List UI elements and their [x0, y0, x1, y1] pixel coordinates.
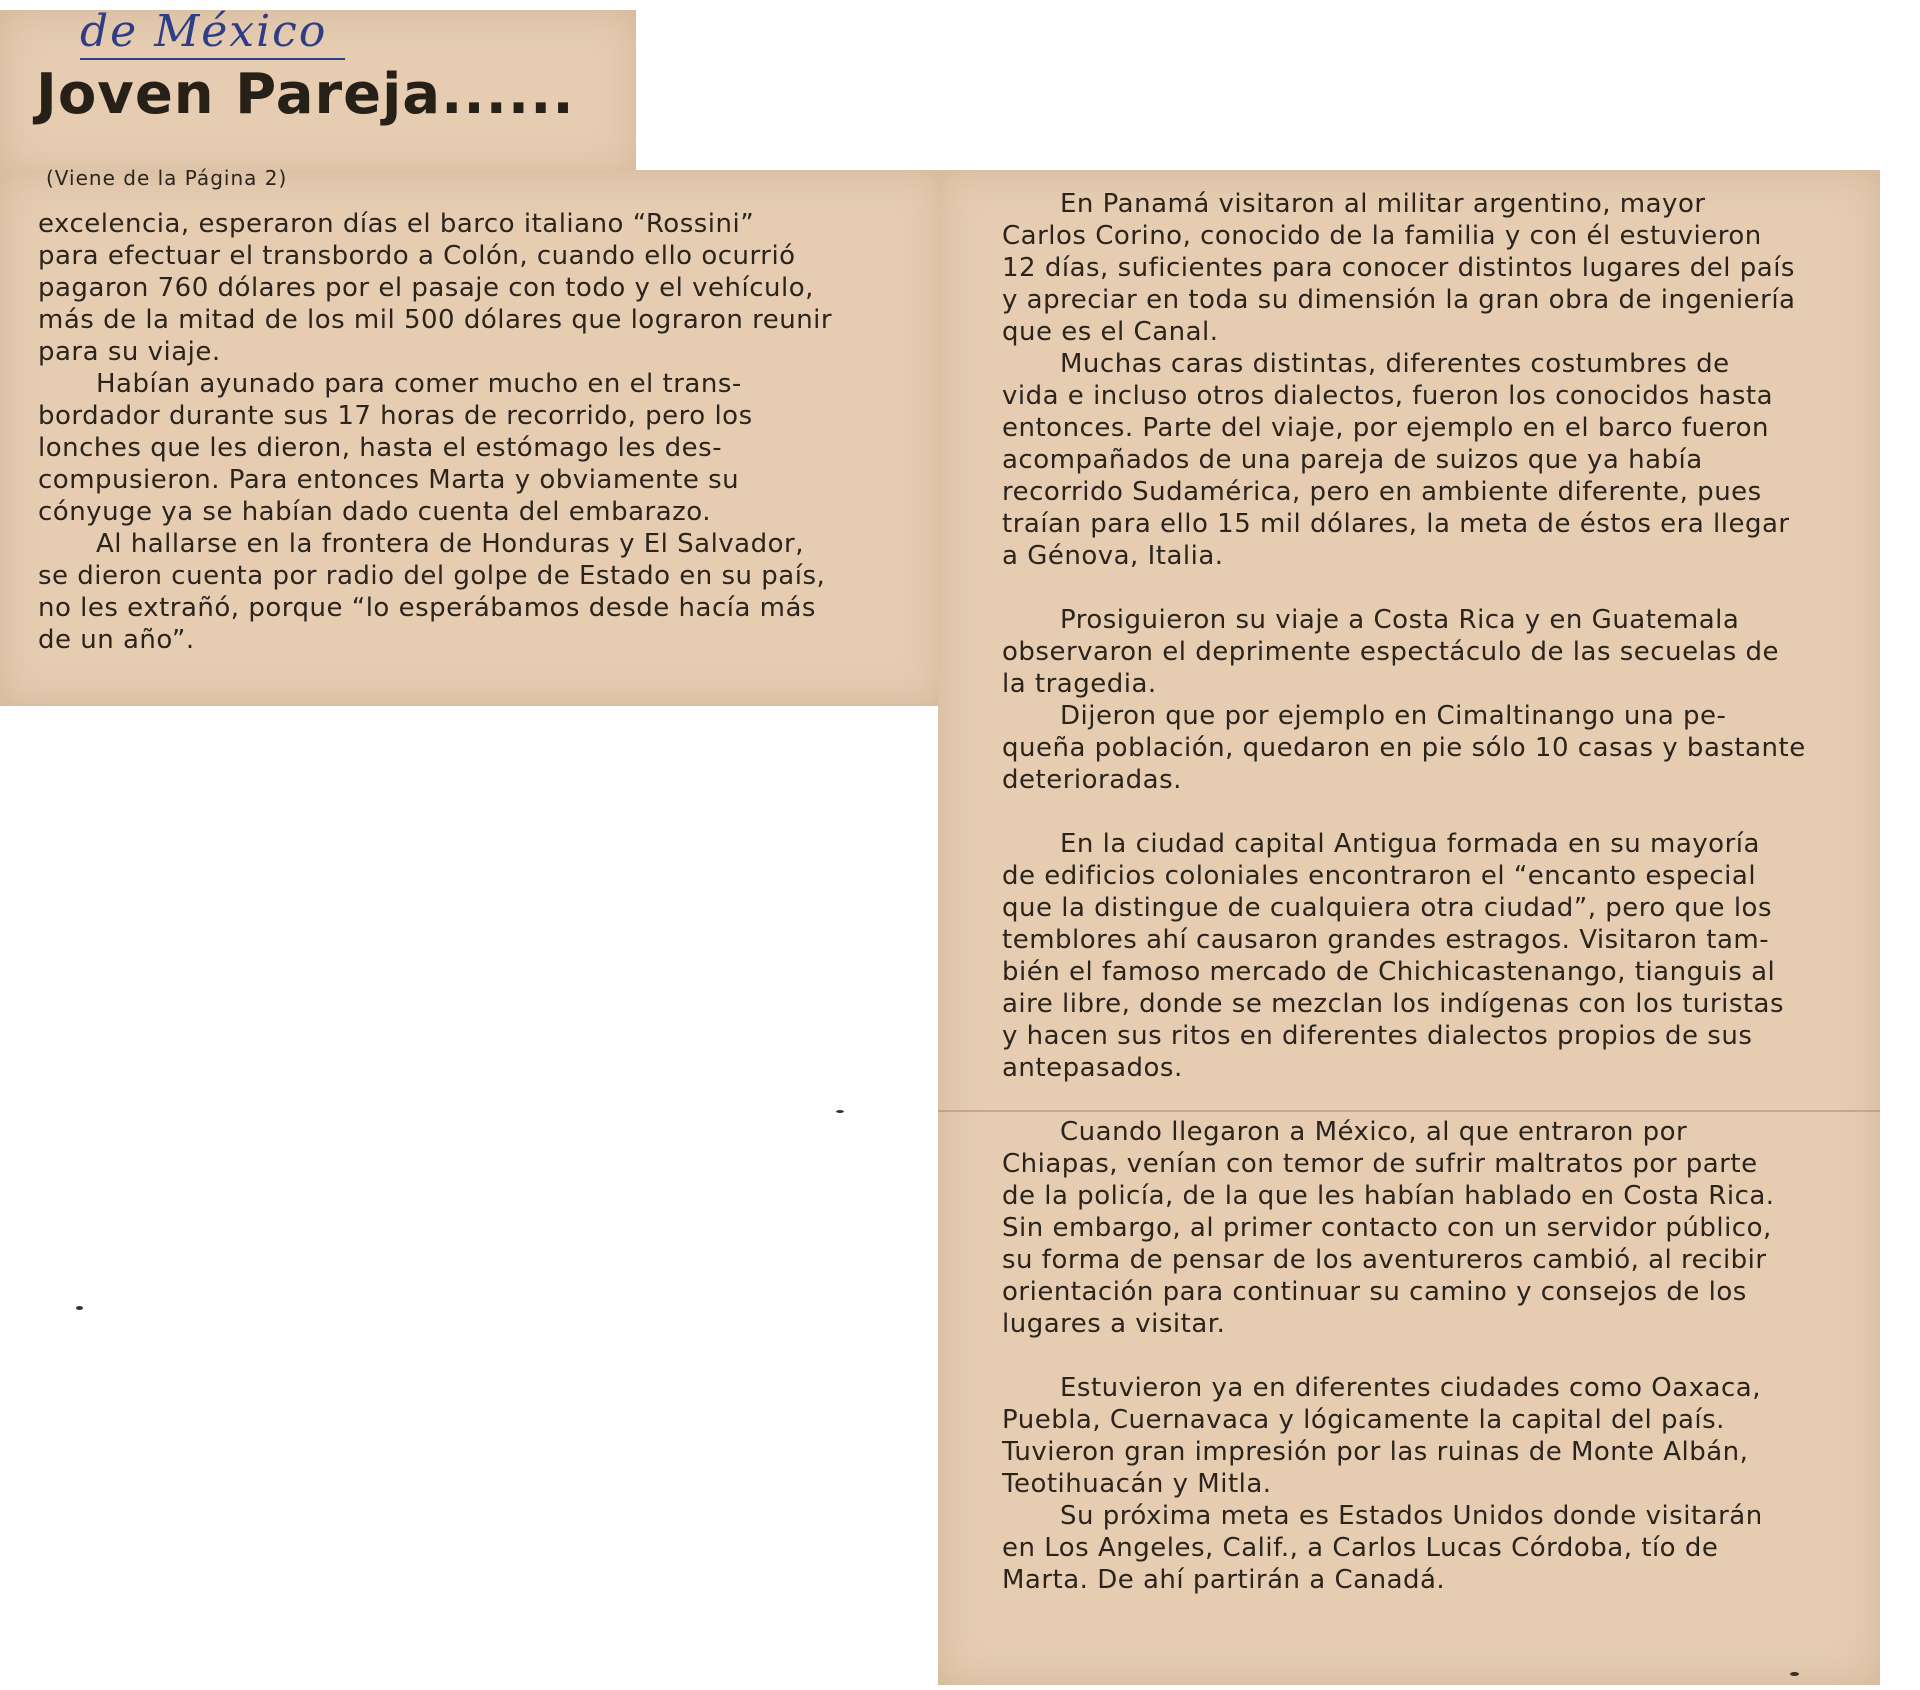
article-line: compusieron. Para entonces Marta y obviamente su — [38, 465, 740, 495]
paragraph-gap — [1002, 796, 1862, 828]
article-line: entonces. Parte del viaje, por ejemplo en el barco fueron — [1002, 413, 1769, 443]
article-line: Tuvieron gran impresión por las ruinas de Monte Albán, — [1002, 1437, 1749, 1467]
article-line: antepasados. — [1002, 1053, 1183, 1083]
article-line: su forma de pensar de los aventureros cambió, al recibir — [1002, 1245, 1767, 1275]
article-line: vida e incluso otros dialectos, fueron los conocidos hasta — [1002, 381, 1774, 411]
article-line: Dijeron que por ejemplo en Cimaltinango una pe- — [1060, 701, 1727, 731]
article-left-column — [38, 208, 888, 656]
article-line: traían para ello 15 mil dólares, la meta de éstos era llegar — [1002, 509, 1790, 539]
article-line: de edificios coloniales encontraron el “encanto especial — [1002, 861, 1757, 891]
article-line: que la distingue de cualquiera otra ciudad”, pero que los — [1002, 893, 1772, 923]
article-line: Prosiguieron su viaje a Costa Rica y en Guatemala — [1060, 605, 1740, 635]
article-right-column — [1002, 188, 1862, 1596]
article-line: lugares a visitar. — [1002, 1309, 1226, 1339]
paragraph-gap — [1002, 1084, 1862, 1116]
article-line: pagaron 760 dólares por el pasaje con todo y el vehículo, — [38, 273, 814, 303]
article-line: lonches que les dieron, hasta el estómago les des- — [38, 433, 723, 463]
article-line: acompañados de una pareja de suizos que ya había — [1002, 445, 1703, 475]
article-line: Estuvieron ya en diferentes ciudades como Oaxaca, — [1060, 1373, 1761, 1403]
article-line: que es el Canal. — [1002, 317, 1219, 347]
article-line: Chiapas, venían con temor de sufrir maltratos por parte — [1002, 1149, 1758, 1179]
continued-from-note: (Viene de la Página 2) — [46, 166, 288, 190]
article-line: En Panamá visitaron al militar argentino, mayor — [1060, 189, 1706, 219]
article-line: para efectuar el transbordo a Colón, cuando ello ocurrió — [38, 241, 796, 271]
headline: Joven Pareja...... — [36, 62, 575, 127]
paper-speck — [1790, 1672, 1799, 1676]
article-line: deterioradas. — [1002, 765, 1182, 795]
article-line: Marta. De ahí partirán a Canadá. — [1002, 1565, 1446, 1595]
article-line: 12 días, suficientes para conocer distintos lugares del país — [1002, 253, 1795, 283]
article-line: y apreciar en toda su dimensión la gran obra de ingeniería — [1002, 285, 1796, 315]
article-line: aire libre, donde se mezclan los indígenas con los turistas — [1002, 989, 1785, 1019]
article-line: observaron el deprimente espectáculo de las secuelas de — [1002, 637, 1780, 667]
article-line: a Génova, Italia. — [1002, 541, 1224, 571]
paper-speck — [836, 1110, 844, 1113]
article-line: orientación para continuar su camino y consejos de los — [1002, 1277, 1747, 1307]
article-line: Muchas caras distintas, diferentes costumbres de — [1060, 349, 1730, 379]
article-line: bién el famoso mercado de Chichicastenango, tianguis al — [1002, 957, 1776, 987]
article-line: y hacen sus ritos en diferentes dialectos propios de sus — [1002, 1021, 1753, 1051]
article-line: Carlos Corino, conocido de la familia y con él estuvieron — [1002, 221, 1762, 251]
paragraph-gap — [1002, 1340, 1862, 1372]
article-line: de la policía, de la que les habían hablado en Costa Rica. — [1002, 1181, 1775, 1211]
article-line: se dieron cuenta por radio del golpe de Estado en su país, — [38, 561, 826, 591]
article-line: Al hallarse en la frontera de Honduras y El Salvador, — [96, 529, 804, 559]
article-line: la tragedia. — [1002, 669, 1157, 699]
handwritten-note: de México — [80, 6, 345, 60]
paragraph-gap — [1002, 572, 1862, 604]
article-line: en Los Angeles, Calif., a Carlos Lucas Córdoba, tío de — [1002, 1533, 1719, 1563]
article-line: temblores ahí causaron grandes estragos. Visitaron tam- — [1002, 925, 1770, 955]
article-line: En la ciudad capital Antigua formada en su mayoría — [1060, 829, 1760, 859]
article-line: Sin embargo, al primer contacto con un servidor público, — [1002, 1213, 1772, 1243]
article-line: Cuando llegaron a México, al que entraron por — [1060, 1117, 1688, 1147]
article-line: para su viaje. — [38, 337, 221, 367]
article-line: Habían ayunado para comer mucho en el trans- — [96, 369, 742, 399]
article-line: más de la mitad de los mil 500 dólares que lograron reunir — [38, 305, 833, 335]
article-line: de un año”. — [38, 625, 195, 655]
paper-speck — [76, 1306, 83, 1310]
article-line: Puebla, Cuernavaca y lógicamente la capital del país. — [1002, 1405, 1725, 1435]
article-line: cónyuge ya se habían dado cuenta del embarazo. — [38, 497, 711, 527]
article-line: Su próxima meta es Estados Unidos donde visitarán — [1060, 1501, 1763, 1531]
article-line: excelencia, esperaron días el barco italiano “Rossini” — [38, 209, 755, 239]
article-line: recorrido Sudamérica, pero en ambiente diferente, pues — [1002, 477, 1762, 507]
article-line: Teotihuacán y Mitla. — [1002, 1469, 1272, 1499]
article-line: bordador durante sus 17 horas de recorrido, pero los — [38, 401, 753, 431]
article-line: no les extrañó, porque “lo esperábamos desde hacía más — [38, 593, 816, 623]
article-line: queña población, quedaron en pie sólo 10 casas y bastante — [1002, 733, 1806, 763]
